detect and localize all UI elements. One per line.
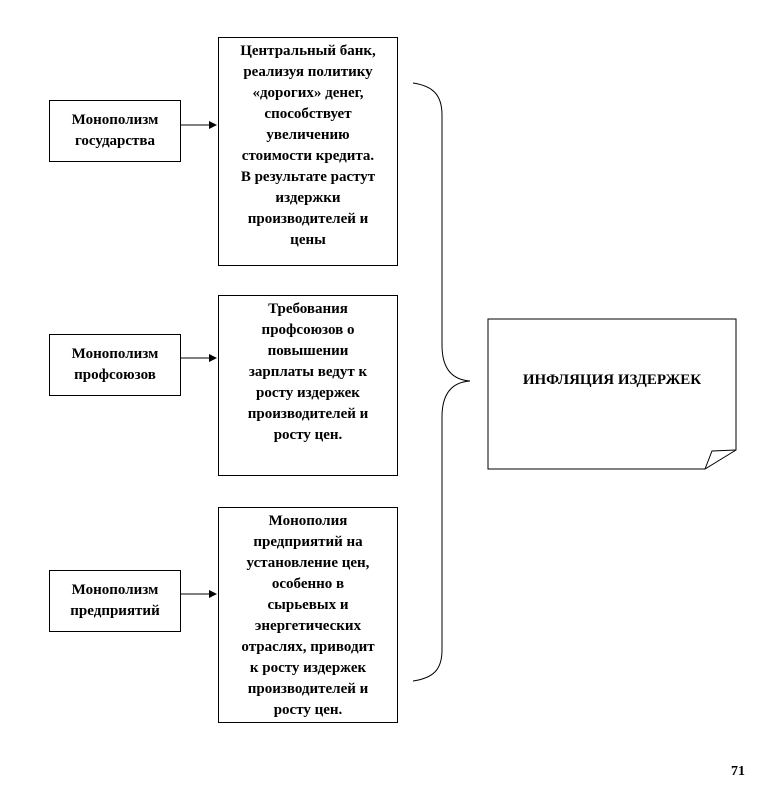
cause-box-enterprises: Монополизм предприятий (49, 570, 181, 632)
explanation-box-enterprise-monopoly: Монополия предприятий на установление цен, особенно в сырьевых и энергетических отраслях, приводит к росту издержек производителей и росту цен. (218, 507, 398, 723)
explanation-box-central-bank: Центральный банк, реализуя политику «дорогих» денег, способствует увеличению стоимости кредита. В результате растут издержки производителей и цены (218, 37, 398, 266)
explanation-box-trade-unions: Требования профсоюзов о повышении зарплаты ведут к росту издержек производителей и росту цен. (218, 295, 398, 476)
cause-box-unions: Монополизм профсоюзов (49, 334, 181, 396)
cause-box-state: Монополизм государства (49, 100, 181, 162)
result-label: ИНФЛЯЦИЯ ИЗДЕРЖЕК (522, 372, 702, 388)
result-note-box (488, 319, 736, 469)
page-number: 71 (731, 764, 745, 779)
curly-brace (413, 83, 470, 681)
